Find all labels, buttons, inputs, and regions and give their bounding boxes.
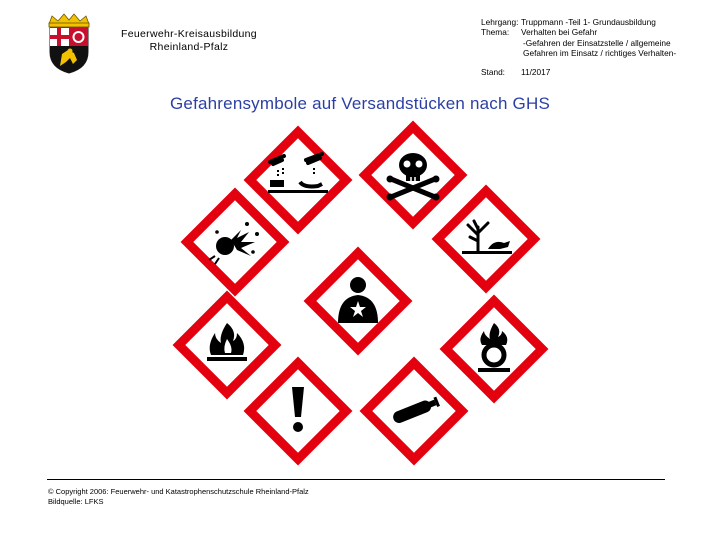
course-metadata [481,17,676,77]
topic-detail-1: -Gefahren der Einsatzstelle / allgemeine [523,37,671,48]
slide-title: Gefahrensymbole auf Versandstücken nach GHS [170,94,550,113]
date-label: Stand: [481,67,505,78]
coat-of-arms-logo [40,12,98,74]
environment-icon [430,183,542,295]
topic-label: Thema: [481,27,510,38]
course-value: Truppmann -Teil 1- Grundausbildung [521,17,656,27]
exploding-bomb-icon [179,186,291,298]
footer-copyright: © Copyright 2006: Feuerwehr- und Katastrophenschutzschule Rheinland-Pfalz [48,487,309,496]
footer-image-source: Bildquelle: LFKS [48,497,104,506]
organization-line-1: Feuerwehr-Kreisausbildung [121,28,257,40]
health-hazard-icon [302,245,414,357]
organization-name [104,28,274,54]
organization-line-2: Rheinland-Pfalz [149,41,229,53]
topic-detail-2: Gefahren im Einsatz / richtiges Verhalten- [523,47,677,58]
exclamation-mark-icon [242,355,354,467]
gas-cylinder-icon [358,355,470,467]
footer-divider [47,479,665,480]
date-value: 11/2017 [521,67,551,78]
topic-value: Verhalten bei Gefahr [521,27,598,38]
course-label: Lehrgang: [481,17,519,27]
footer [48,487,309,507]
